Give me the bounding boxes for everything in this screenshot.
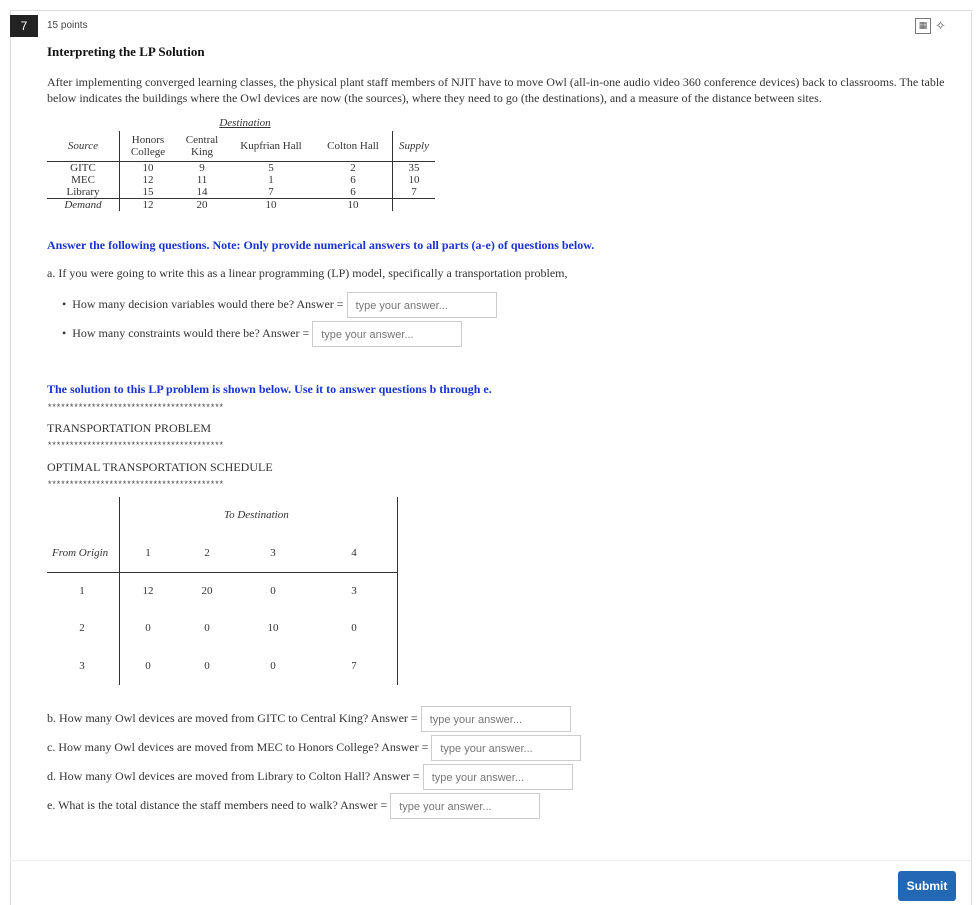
to-destination-label: To Destination [224,509,289,521]
submit-button[interactable]: Submit [898,871,956,901]
cell: 0 [351,622,357,634]
table-divider [47,572,398,573]
cell: 10 [267,622,279,634]
question-c [47,735,581,761]
question-intro: After implementing converged learning classes, the physical plant staff members of NJIT have to move Owl (all-in-one audio video 360 conference devices) back to classrooms. The table below indicates the buildings where the Owl devices are now (the sources), where they need to go (the destinations), and a measure of the distance between sites. [47,75,945,105]
library-colton-input[interactable]: type your answer... [423,764,573,790]
solution-intro: The solution to this LP problem is shown below. Use it to answer questions b through e. [47,382,492,396]
question-tools [915,18,946,34]
cell: 0 [204,660,210,672]
part-a-q1-text: How many decision variables would there be? Answer = [72,296,344,311]
dest-header-3: Kupfrian Hall [240,139,302,152]
row-label: GITC [47,161,120,174]
col-header: 2 [204,547,210,559]
instructions: Answer the following questions. Note: Only provide numerical answers to all parts (a-e) of questions below. [47,238,595,252]
source-header: Source [47,131,120,161]
col-header: 1 [145,547,151,559]
cell: 11 [196,173,208,186]
cell: 1 [268,173,274,186]
total-distance-input[interactable]: type your answer... [390,793,540,819]
divider-stars: **************************************** [47,480,224,490]
cell: 14 [196,185,208,198]
cell: 10 [314,198,393,211]
schedule-title: OPTIMAL TRANSPORTATION SCHEDULE [47,460,273,474]
supply-cell: 10 [408,173,420,186]
origin-label: 2 [79,622,85,634]
calculator-icon[interactable]: ▦ [915,18,931,34]
gitc-central-king-input[interactable]: type your answer... [421,706,571,732]
cell: 7 [351,660,357,672]
question-b-text: b. How many Owl devices are moved from GITC to Central King? Answer = [47,710,418,725]
cell: 12 [142,585,154,597]
table-row [47,186,435,199]
divider-stars: **************************************** [47,403,224,413]
question-d [47,764,573,790]
decision-variables-input[interactable]: type your answer... [347,292,497,318]
transport-title: TRANSPORTATION PROBLEM [47,421,212,435]
cell: 15 [142,185,154,198]
supply-cell: 35 [408,161,420,174]
part-a-q2-text: How many constraints would there be? Answer = [72,325,310,340]
part-a-q2 [62,321,462,347]
dest-header-1: Honors College [130,133,166,158]
cell: 0 [145,622,151,634]
cell: 0 [145,660,151,672]
cell: 0 [270,660,276,672]
col-header: 4 [351,547,357,559]
row-label: MEC [47,174,120,186]
points-label: 15 points [47,20,88,31]
dest-header-4: Colton Hall [314,131,393,161]
divider-stars: **************************************** [47,441,224,451]
mec-honors-input[interactable]: type your answer... [431,735,581,761]
question-e [47,793,540,819]
demand-row [47,198,435,211]
question-title: Interpreting the LP Solution [47,44,205,59]
distance-table-grid [47,117,435,211]
cell: 20 [196,198,208,211]
table-divider [397,497,398,685]
cell: 6 [314,174,393,186]
dest-header-2: Central King [185,133,219,158]
cell: 3 [351,585,357,597]
part-a-q1 [62,292,497,318]
cell: 7 [268,185,274,198]
cell: 10 [142,161,154,174]
pin-icon[interactable]: ✧ [935,18,946,34]
cell: 0 [270,585,276,597]
table-row [47,161,435,174]
col-header: 3 [270,547,276,559]
cell: 20 [201,585,213,597]
cell: 12 [142,173,154,186]
distance-table [47,117,435,211]
cell: 0 [204,622,210,634]
question-b [47,706,571,732]
supply-cell: 7 [411,185,417,198]
from-origin-label: From Origin [52,547,109,559]
question-e-text: e. What is the total distance the staff members need to walk? Answer = [47,797,388,812]
destination-header: Destination [219,117,271,129]
bullet: • [62,325,73,340]
question-c-text: c. How many Owl devices are moved from MEC to Honors College? Answer = [47,739,429,754]
demand-label: Demand [47,198,120,211]
origin-label: 1 [79,585,85,597]
cell: 10 [265,198,277,211]
table-divider [119,497,120,685]
footer-divider [10,860,971,861]
cell: 6 [314,186,393,199]
question-d-text: d. How many Owl devices are moved from Library to Colton Hall? Answer = [47,768,420,783]
cell: 9 [199,161,205,174]
constraints-input[interactable]: type your answer... [312,321,462,347]
origin-label: 3 [79,660,85,672]
row-label: Library [47,186,120,199]
bullet: • [62,296,73,311]
question-number: 7 [10,15,38,37]
supply-header: Supply [399,139,429,152]
part-a-intro: a. If you were going to write this as a linear programming (LP) model, specifically a transportation problem, [47,266,568,280]
cell: 5 [268,161,274,174]
cell: 2 [314,161,393,174]
cell: 12 [142,198,154,211]
table-row [47,174,435,186]
